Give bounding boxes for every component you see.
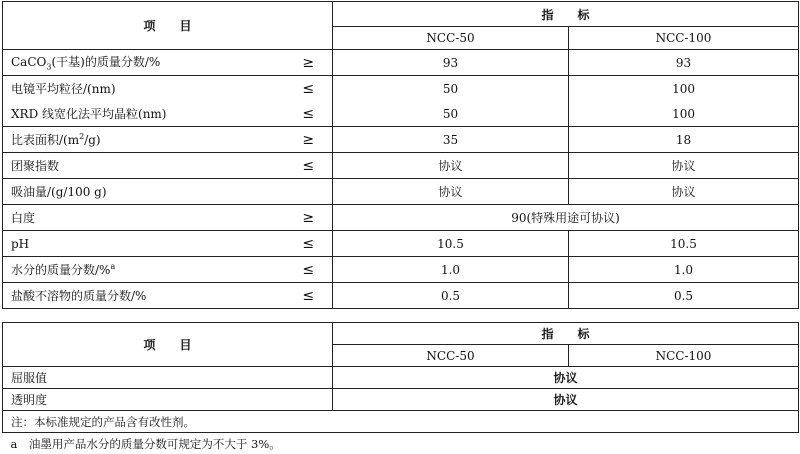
table-row [3, 50, 799, 76]
specification-table [2, 1, 799, 309]
item-header: 项 目 [3, 2, 333, 50]
table-row [3, 101, 799, 127]
indicator-header: 指 标 [333, 323, 799, 345]
value-merged: 90(特殊用途可协议) [333, 205, 799, 231]
row-label: 白度 [3, 205, 285, 231]
supplementary-table [2, 322, 799, 454]
value-merged: 协议 [333, 367, 799, 389]
table-row [3, 231, 799, 257]
row-label: pH [3, 231, 285, 257]
value-ncc100: 1.0 [569, 257, 799, 283]
header-row-1 [3, 323, 799, 345]
value-ncc50: 10.5 [333, 231, 569, 257]
value-ncc100: 100 [569, 76, 799, 102]
value-ncc50: 35 [333, 127, 569, 153]
table-row [3, 283, 799, 309]
header-row-1 [3, 2, 799, 27]
grade-header-ncc50: NCC-50 [333, 27, 569, 50]
comparison-symbol: ≤ [285, 153, 333, 179]
value-ncc100: 协议 [569, 179, 799, 205]
table-row [3, 127, 799, 153]
comparison-symbol: ≤ [285, 257, 333, 283]
comparison-symbol [285, 179, 333, 205]
item-header: 项 目 [3, 323, 333, 367]
row-label: 吸油量/(g/100 g) [3, 179, 285, 205]
row-label: 电镜平均粒径/(nm) [3, 76, 285, 102]
value-ncc50: 93 [333, 50, 569, 76]
grade-header-ncc100: NCC-100 [569, 27, 799, 50]
comparison-symbol: ≤ [285, 283, 333, 309]
row-label: 水分的质量分数/%$^a$ [3, 257, 285, 283]
value-ncc100: 10.5 [569, 231, 799, 257]
row-label: 透明度 [3, 389, 333, 411]
comparison-symbol: ≥ [285, 127, 333, 153]
comparison-symbol: ≥ [285, 205, 333, 231]
value-ncc50: 协议 [333, 179, 569, 205]
value-ncc50: 协议 [333, 153, 569, 179]
table-row [3, 389, 799, 411]
table-row [3, 153, 799, 179]
comparison-symbol: ≥ [285, 50, 333, 76]
row-label: 盐酸不溶物的质量分数/% [3, 283, 285, 309]
value-ncc100: 93 [569, 50, 799, 76]
note-row [3, 411, 799, 433]
value-ncc100: 协议 [569, 153, 799, 179]
row-label: 团聚指数 [3, 153, 285, 179]
footnote-row [3, 433, 799, 454]
comparison-symbol: ≤ [285, 231, 333, 257]
table-footnote: a 油墨用产品水分的质量分数可规定为不大于 3%。 [10, 436, 281, 451]
indicator-header: 指 标 [333, 2, 799, 27]
table-row [3, 76, 799, 102]
value-ncc100: 18 [569, 127, 799, 153]
value-ncc50: 0.5 [333, 283, 569, 309]
row-label: 比表面积$/(m^2/g)$ [3, 127, 285, 153]
row-label: XRD 线宽化法平均晶粒(nm) [3, 101, 285, 127]
comparison-symbol: ≤ [285, 76, 333, 102]
table-row [3, 179, 799, 205]
value-ncc50: 50 [333, 101, 569, 127]
value-ncc100: 100 [569, 101, 799, 127]
value-merged: 协议 [333, 389, 799, 411]
row-label: 屈服值 [3, 367, 333, 389]
grade-header-ncc100: NCC-100 [569, 345, 799, 367]
table-row [3, 205, 799, 231]
grade-header-ncc50: NCC-50 [333, 345, 569, 367]
table-note: 注：本标准规定的产品含有改性剂。 [3, 411, 799, 433]
table-row [3, 367, 799, 389]
table-row [3, 257, 799, 283]
comparison-symbol: ≤ [285, 101, 333, 127]
value-ncc50: 50 [333, 76, 569, 102]
row-label: CaCO$_3$(干基)的质量分数/% [3, 50, 285, 76]
value-ncc50: 1.0 [333, 257, 569, 283]
value-ncc100: 0.5 [569, 283, 799, 309]
